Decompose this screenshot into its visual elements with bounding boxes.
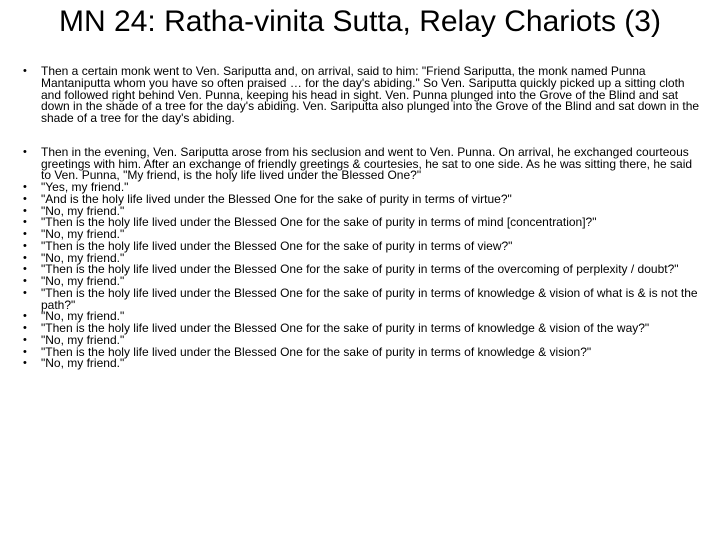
paragraph-text: "Then is the holy life lived under the Blessed One for the sake of purity in terms of the overcoming of perplexity / doubt?" xyxy=(41,262,679,277)
list-item xyxy=(0,66,720,125)
bullet-icon: • xyxy=(23,310,27,323)
paragraph-text: "Then is the holy life lived under the Blessed One for the sake of purity in terms of mind [concentration]?" xyxy=(41,215,597,230)
paragraph-text: "No, my friend." xyxy=(41,309,125,324)
bullet-icon: • xyxy=(23,333,27,346)
bullet-icon: • xyxy=(23,239,27,252)
bullet-icon: • xyxy=(23,181,27,193)
bullet-icon: • xyxy=(23,322,27,334)
bullet-icon: • xyxy=(23,192,27,205)
paragraph-text: "Yes, my friend." xyxy=(41,180,129,194)
list-item xyxy=(0,285,720,312)
bullet-icon: • xyxy=(23,204,27,217)
paragraph-text: Then in the evening, Ven. Sariputta arose from his seclusion and went to Ven. Punna. On arrival, he exchanged courteous greetings with him. After an exchange of friendly greetings & courtesies, he sat to one side. As he was sitting there, he said to Ven. Punna, "My friend, is the holy life lived under the Blessed One?" xyxy=(41,144,693,183)
slide-title: MN 24: Ratha-vinita Sutta, Relay Chariots (3) xyxy=(59,5,661,38)
paragraph-text: "No, my friend." xyxy=(41,203,125,218)
list-item xyxy=(0,144,720,183)
bullet-icon: • xyxy=(23,228,27,240)
paragraph-text: "No, my friend." xyxy=(41,332,125,347)
bullet-icon: • xyxy=(23,345,27,358)
paragraph-text: "Then is the holy life lived under the Blessed One for the sake of purity in terms of knowledge & vision?" xyxy=(41,344,592,359)
paragraph-text: "Then is the holy life lived under the Blessed One for the sake of purity in terms of knowledge & vision of what is & is not the path?" xyxy=(41,285,698,312)
paragraph-text: Then a certain monk went to Ven. Sariputta and, on arrival, said to him: "Friend Sariputta, the monk named Punna Mantaniputta whom you have so often praised … for the day's abiding." So Ven. Sariputta quickly picked up a sitting cloth and followed right behind Ven. Punna, keeping his head in sight. Ven. Punna plunged into the Grove of the Blind and sat down in the shade of a tree for the day's abiding. Ven. Sariputta also plunged into the Grove of the Blind and sat down in the shade of a tree for the day's abiding. xyxy=(41,64,700,125)
paragraph-text: "No, my friend." xyxy=(41,250,125,265)
bullet-icon: • xyxy=(23,275,27,287)
list-item xyxy=(0,358,720,370)
paragraph-text: "And is the holy life lived under the Blessed One for the sake of purity in terms of virtue?" xyxy=(41,191,512,206)
paragraph-text: "No, my friend." xyxy=(41,356,125,371)
bullet-icon: • xyxy=(23,357,27,370)
paragraph-text: "No, my friend." xyxy=(41,227,125,241)
paragraph-text: "Then is the holy life lived under the Blessed One for the sake of purity in terms of view?" xyxy=(41,238,513,253)
paragraph-text: "No, my friend." xyxy=(41,274,125,288)
bullet-icon: • xyxy=(23,65,27,77)
bullet-icon: • xyxy=(23,251,27,264)
bullet-icon: • xyxy=(23,145,27,158)
bullet-icon: • xyxy=(23,286,27,299)
bullet-icon: • xyxy=(23,263,27,276)
bullet-list xyxy=(0,66,720,370)
paragraph-text: "Then is the holy life lived under the Blessed One for the sake of purity in terms of knowledge & vision of the way?" xyxy=(41,321,650,335)
bullet-icon: • xyxy=(23,216,27,229)
